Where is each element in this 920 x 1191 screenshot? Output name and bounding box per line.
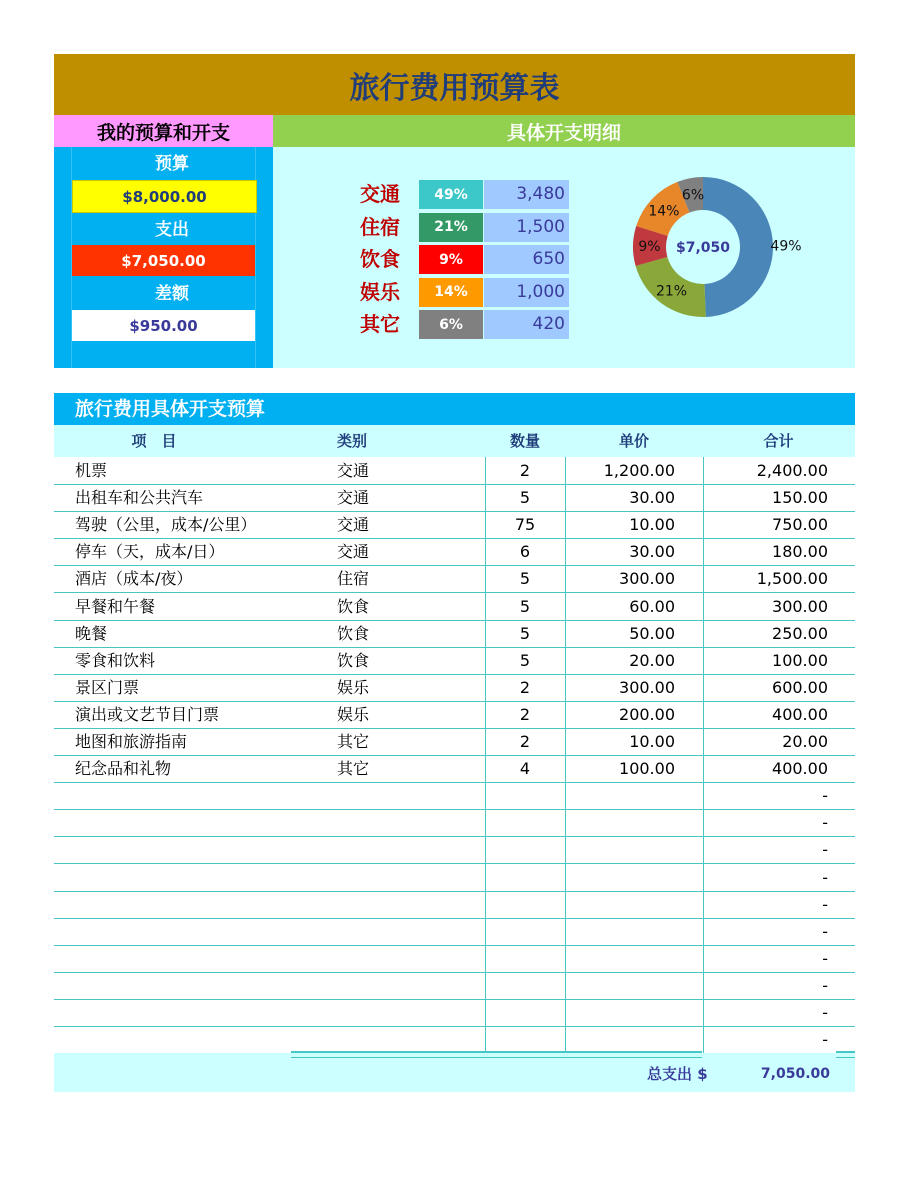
column-header-item: 项 目 (131, 432, 177, 450)
row-qty[interactable] (485, 809, 565, 835)
row-total[interactable]: 2,400.00 (756, 461, 828, 480)
row-total[interactable]: 750.00 (772, 515, 828, 535)
breakdown-percent: 14% (419, 278, 483, 307)
budget-value[interactable]: $8,000.00 (72, 180, 257, 213)
table-row[interactable] (54, 782, 855, 810)
row-category[interactable]: 娱乐 (337, 704, 370, 724)
row-category[interactable]: 其它 (337, 759, 370, 779)
breakdown-percent: 49% (419, 180, 483, 209)
row-category[interactable]: 娱乐 (337, 677, 370, 697)
row-item[interactable]: 酒店（成本/夜） (75, 569, 193, 589)
breakdown-amount[interactable]: 1,500 (484, 213, 569, 242)
detail-table-title-bar (54, 393, 855, 425)
total-label: 总支出 $ (647, 1065, 708, 1083)
table-row[interactable] (54, 457, 855, 485)
table-row[interactable] (54, 999, 855, 1027)
table-row[interactable] (54, 891, 855, 919)
row-total[interactable]: 180.00 (772, 542, 828, 562)
row-price[interactable]: 30.00 (629, 542, 675, 562)
row-item[interactable]: 出租车和公共汽车 (75, 488, 204, 508)
row-price[interactable]: 10.00 (629, 515, 675, 535)
row-price[interactable] (565, 809, 675, 835)
table-row[interactable] (54, 836, 855, 864)
page-title: 旅行费用预算表 (54, 54, 855, 115)
spend-label: 支出 (155, 220, 189, 240)
row-qty[interactable]: 5 (519, 650, 531, 670)
table-grid-line (703, 457, 704, 1055)
table-row[interactable] (54, 511, 855, 539)
row-qty[interactable]: 2 (519, 677, 531, 697)
row-item[interactable]: 零食和饮料 (75, 650, 156, 670)
row-qty[interactable] (485, 945, 565, 971)
row-total[interactable]: 150.00 (772, 488, 828, 508)
row-item[interactable]: 纪念品和礼物 (75, 759, 172, 779)
breakdown-amount[interactable]: 420 (484, 310, 569, 339)
table-row[interactable] (54, 538, 855, 566)
row-total[interactable]: 100.00 (772, 650, 828, 670)
breakdown-percent: 9% (419, 245, 483, 274)
row-category[interactable]: 住宿 (337, 569, 370, 589)
table-grid-line (565, 457, 566, 1055)
row-price[interactable] (565, 891, 675, 917)
row-item[interactable]: 晚餐 (75, 623, 108, 643)
donut-center-label: $7,050 (675, 240, 731, 256)
detail-table-title: 旅行费用具体开支预算 (75, 398, 266, 420)
column-header-qty: 数量 (509, 432, 540, 450)
row-qty[interactable] (485, 836, 565, 862)
breakdown-panel (273, 147, 855, 368)
breakdown-category-label: 交通 (360, 182, 400, 206)
row-total[interactable]: 300.00 (772, 596, 828, 616)
column-header-category: 类别 (337, 432, 368, 450)
row-total[interactable]: - (822, 1030, 828, 1050)
budget-summary-header: 我的预算和开支 (54, 115, 273, 147)
row-item[interactable]: 地图和旅游指南 (75, 732, 188, 751)
row-category[interactable]: 饮食 (337, 596, 370, 616)
donut-slice-label: 6% (681, 187, 705, 204)
row-total[interactable]: - (822, 894, 828, 914)
row-price[interactable]: 20.00 (629, 650, 675, 670)
donut-slice-label: 14% (648, 203, 680, 220)
row-price[interactable] (565, 945, 675, 971)
row-total[interactable]: 20.00 (782, 732, 828, 751)
donut-slice-label: 21% (655, 283, 688, 300)
row-qty[interactable] (485, 782, 565, 808)
row-total[interactable]: 600.00 (772, 677, 828, 697)
table-row[interactable] (54, 647, 855, 675)
breakdown-percent: 6% (419, 310, 483, 339)
table-row[interactable] (54, 972, 855, 1000)
row-price[interactable]: 60.00 (629, 596, 675, 616)
row-qty[interactable] (485, 891, 565, 917)
row-price[interactable]: 200.00 (619, 704, 675, 724)
table-row[interactable] (54, 565, 855, 593)
row-price[interactable] (565, 999, 675, 1025)
row-qty[interactable]: 75 (514, 515, 536, 535)
row-price[interactable] (565, 782, 675, 808)
row-qty[interactable]: 2 (519, 461, 531, 480)
row-price[interactable] (565, 972, 675, 998)
table-row[interactable] (54, 620, 855, 648)
row-total[interactable]: - (822, 975, 828, 995)
row-qty[interactable]: 5 (519, 488, 531, 508)
row-qty[interactable] (485, 864, 565, 890)
row-total[interactable]: 400.00 (772, 704, 828, 724)
breakdown-amount[interactable]: 1,000 (484, 278, 569, 307)
row-price[interactable]: 30.00 (629, 488, 675, 508)
table-row[interactable] (54, 674, 855, 702)
row-item[interactable]: 驾驶（公里，成本/公里） (75, 515, 257, 535)
table-row[interactable] (54, 1026, 855, 1054)
row-category[interactable]: 交通 (337, 515, 370, 535)
column-header-total: 合计 (763, 432, 794, 450)
row-qty[interactable] (485, 972, 565, 998)
table-row[interactable] (54, 484, 855, 512)
row-item[interactable]: 演出或文艺节目门票 (75, 704, 220, 724)
row-total[interactable]: - (822, 1003, 828, 1022)
budget-label: 预算 (155, 154, 189, 174)
breakdown-amount[interactable]: 650 (484, 245, 569, 274)
row-qty[interactable]: 4 (519, 759, 531, 779)
row-price[interactable] (565, 864, 675, 890)
row-total[interactable]: - (822, 813, 828, 833)
row-total[interactable]: - (822, 786, 828, 806)
table-row[interactable] (54, 918, 855, 946)
breakdown-amount[interactable]: 3,480 (484, 180, 569, 209)
row-category[interactable]: 饮食 (337, 650, 370, 670)
table-row[interactable] (54, 809, 855, 837)
row-qty[interactable] (485, 918, 565, 944)
row-qty[interactable]: 6 (519, 542, 531, 562)
table-row[interactable] (54, 945, 855, 973)
total-row (54, 1053, 855, 1092)
total-value[interactable]: 7,050.00 (760, 1066, 830, 1082)
table-row[interactable] (54, 755, 855, 783)
breakdown-category-label: 住宿 (360, 214, 400, 239)
row-total[interactable]: 250.00 (772, 623, 828, 643)
breakdown-category-label: 娱乐 (360, 279, 400, 304)
table-row[interactable] (54, 864, 855, 892)
table-row[interactable] (54, 593, 855, 621)
difference-label: 差额 (155, 284, 189, 304)
row-price[interactable]: 50.00 (629, 623, 675, 643)
donut-slice-label: 49% (770, 238, 802, 255)
row-price[interactable]: 300.00 (619, 677, 675, 697)
row-category[interactable]: 饮食 (337, 623, 370, 643)
row-price[interactable]: 300.00 (619, 569, 675, 589)
row-total[interactable]: - (822, 840, 828, 860)
row-price[interactable]: 100.00 (619, 759, 675, 779)
donut-slice-label: 9% (638, 239, 661, 256)
row-price[interactable] (565, 1026, 675, 1052)
difference-value[interactable]: $950.00 (72, 310, 255, 341)
spend-value[interactable]: $7,050.00 (72, 245, 255, 276)
breakdown-category-label: 其它 (360, 312, 400, 336)
row-qty[interactable]: 2 (519, 704, 531, 724)
expense-donut-chart (623, 167, 802, 327)
row-category[interactable]: 其它 (337, 732, 370, 751)
table-row[interactable] (54, 728, 855, 756)
row-qty[interactable] (485, 1026, 565, 1052)
row-qty[interactable] (485, 999, 565, 1025)
row-price[interactable]: 10.00 (629, 732, 675, 751)
row-qty[interactable]: 5 (519, 623, 531, 643)
expense-breakdown-header: 具体开支明细 (273, 115, 855, 147)
row-qty[interactable]: 2 (519, 732, 531, 751)
breakdown-percent: 21% (419, 213, 483, 242)
table-row[interactable] (54, 701, 855, 729)
breakdown-category-label: 饮食 (360, 247, 400, 271)
column-header-price: 单价 (618, 432, 649, 450)
detail-table-column-headers (54, 425, 855, 457)
row-category[interactable]: 交通 (337, 488, 370, 508)
row-item[interactable]: 机票 (75, 461, 108, 480)
row-category[interactable]: 交通 (337, 542, 370, 562)
row-total[interactable]: - (822, 867, 828, 887)
table-grid-line (485, 457, 486, 1055)
row-item[interactable]: 景区门票 (75, 677, 140, 697)
row-qty[interactable]: 5 (519, 569, 531, 589)
row-price[interactable] (565, 918, 675, 944)
row-item[interactable]: 停车（天，成本/日） (75, 542, 225, 562)
row-total[interactable]: - (822, 921, 828, 941)
row-item[interactable]: 早餐和午餐 (75, 596, 156, 616)
budget-summary-panel (54, 147, 273, 368)
row-qty[interactable]: 5 (519, 596, 531, 616)
row-total[interactable]: 1,500.00 (756, 569, 828, 589)
row-price[interactable] (565, 836, 675, 862)
row-price[interactable]: 1,200.00 (603, 461, 675, 480)
row-total[interactable]: - (822, 948, 828, 968)
row-total[interactable]: 400.00 (772, 759, 828, 779)
row-category[interactable]: 交通 (337, 461, 370, 480)
